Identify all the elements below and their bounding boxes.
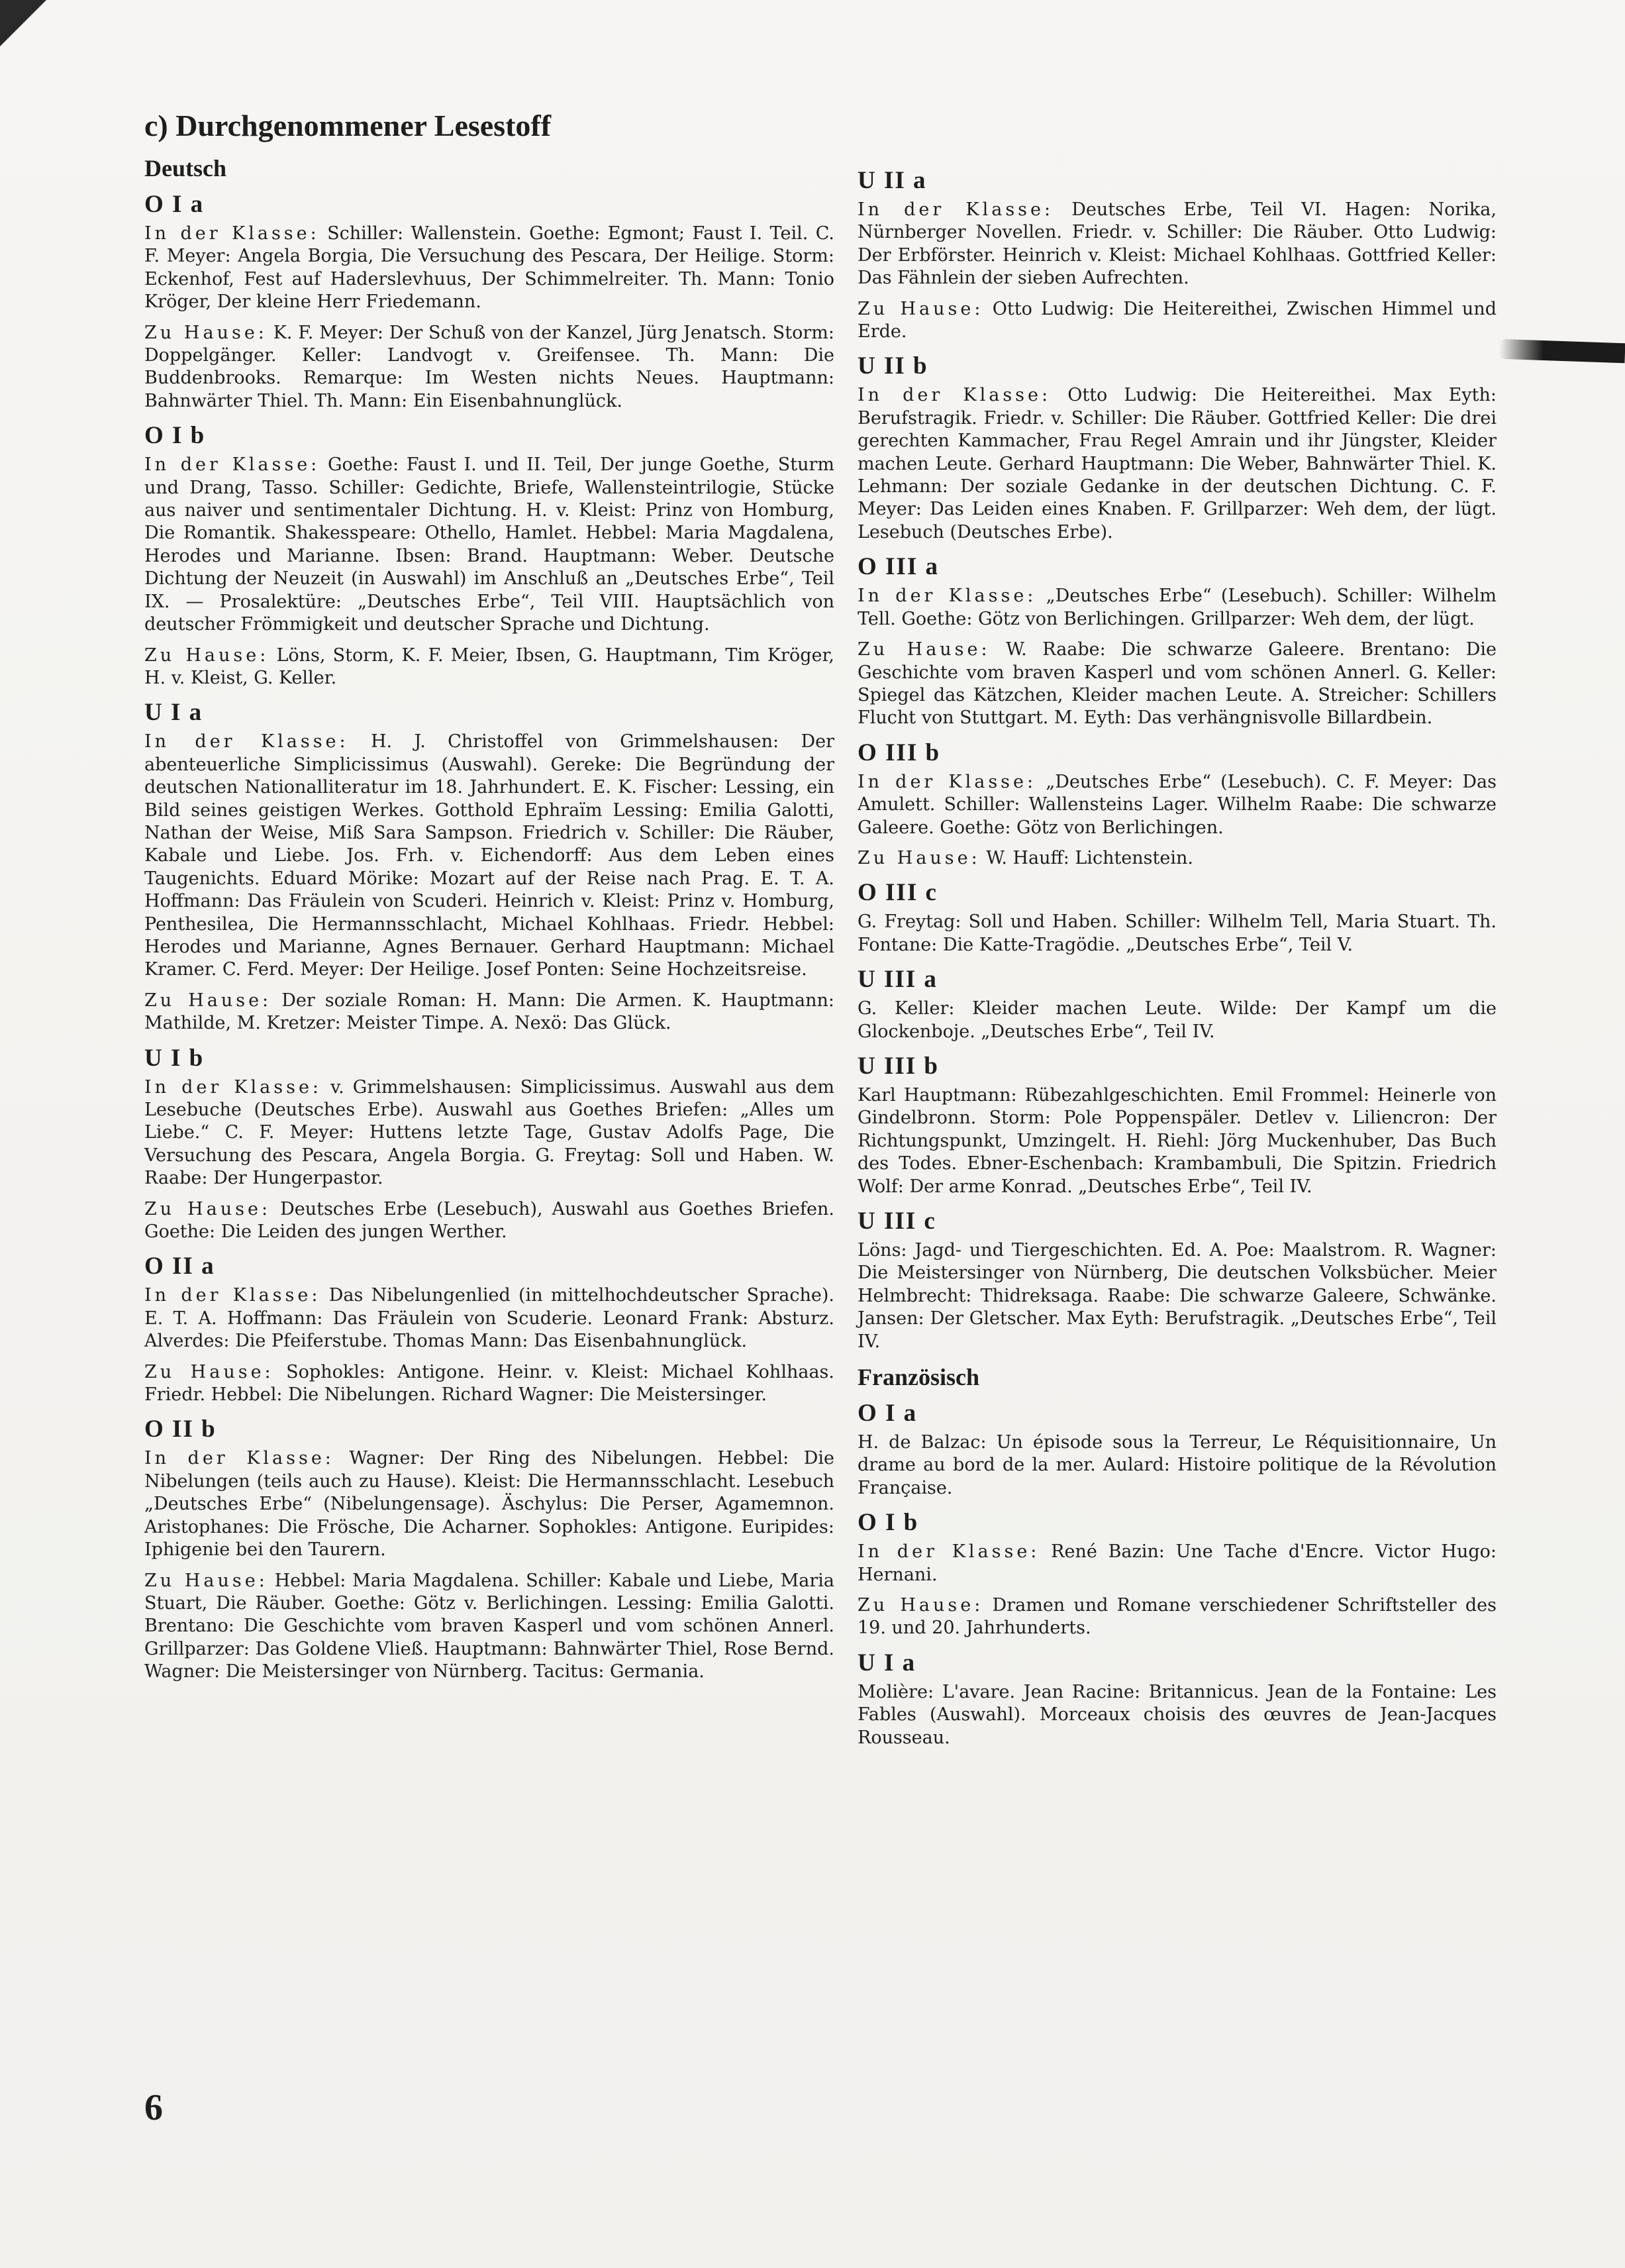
class-heading: O I a: [858, 1400, 918, 1427]
class-section: [144, 1414, 834, 1683]
reading-paragraph: [858, 1431, 1497, 1500]
reading-paragraph: [858, 1084, 1497, 1198]
reading-paragraph: [858, 585, 1497, 631]
reading-text: „Deutsches Erbe“ (Lesebuch). Schiller: Wilhelm Tell. Goethe: Götz von Berlichingen. Grillparzer: Weh dem, der lügt.: [858, 586, 1497, 629]
reading-paragraph: [144, 1361, 834, 1407]
class-heading: U II b: [858, 352, 928, 380]
reading-text: René Bazin: Une Tache d'Encre. Victor Hugo: Hernani.: [858, 1541, 1497, 1585]
location-label: Zu Hause:: [144, 1570, 268, 1591]
class-section: [858, 738, 1497, 870]
right-sections: [858, 166, 1497, 1353]
location-label: Zu Hause:: [144, 644, 270, 666]
location-label: In der Klasse:: [858, 586, 1037, 607]
class-section: [144, 189, 834, 413]
location-label: Zu Hause:: [144, 1361, 274, 1382]
class-heading: U II a: [858, 167, 927, 194]
reading-paragraph: [144, 644, 834, 690]
location-label: In der Klasse:: [144, 223, 320, 244]
reading-text: Löns, Storm, K. F. Meier, Ibsen, G. Hauptmann, Tim Kröger, H. v. Kleist, G. Keller.: [144, 644, 834, 688]
reading-text: Otto Ludwig: Die Heitereithei, Zwischen Himmel und Erde.: [858, 298, 1497, 342]
class-heading: O II b: [144, 1416, 217, 1443]
reading-paragraph: [858, 1681, 1497, 1749]
class-heading: O I b: [858, 1509, 919, 1537]
class-heading: U III b: [858, 1052, 939, 1080]
right-sections-french: [858, 1398, 1497, 1749]
location-label: In der Klasse:: [144, 731, 349, 752]
location-label: In der Klasse:: [858, 771, 1037, 792]
reading-paragraph: [144, 1447, 834, 1561]
class-heading: O I a: [144, 191, 205, 218]
class-heading: U I a: [858, 1649, 916, 1676]
class-section: [858, 878, 1497, 956]
reading-text: Schiller: Wallenstein. Goethe: Egmont; Faust I. Teil. C. F. Meyer: Angela Borgia, Die Versuchung des Pescara, Der Heilige. Storm: Eckenhof, Fest auf Haderslevhuus, Der Schimmelreiter. Th. Mann: Tonio Kröger, Der kleine Herr Friedemann.: [144, 223, 834, 313]
reading-text: „Deutsches Erbe“ (Lesebuch). C. F. Meyer: Das Amulett. Schiller: Wallensteins Lager. Wilhelm Raabe: Die schwarze Galeere. Goethe: Götz von Berlichingen.: [858, 771, 1497, 838]
location-label: In der Klasse:: [144, 1448, 334, 1469]
folded-corner: [0, 0, 46, 46]
reading-paragraph: [144, 1570, 834, 1684]
reading-paragraph: [858, 771, 1497, 839]
class-section: [858, 166, 1497, 343]
reading-text: Sophokles: Antigone. Heinr. v. Kleist: Michael Kohlhaas. Friedr. Hebbel: Die Nibelungen. Richard Wagner: Die Meistersinger.: [144, 1361, 834, 1406]
class-heading: U III a: [858, 966, 938, 994]
paper-tear: [1499, 339, 1625, 364]
reading-paragraph: [858, 847, 1497, 870]
reading-text: W. Hauff: Lichtenstein.: [980, 847, 1193, 868]
reading-text: Molière: L'avare. Jean Racine: Britannicus. Jean de la Fontaine: Les Fables (Auswahl). Morceaux choisis des œuvres de Jean-Jacques Rousseau.: [858, 1681, 1497, 1748]
reading-paragraph: [858, 1594, 1497, 1640]
reading-paragraph: [144, 454, 834, 636]
class-heading: O I b: [144, 422, 206, 450]
subject-heading: Deutsch: [144, 155, 226, 181]
reading-paragraph: [858, 384, 1497, 544]
reading-paragraph: [144, 990, 834, 1035]
reading-text: Otto Ludwig: Die Heitereithei. Max Eyth: Berufstragik. Friedr. v. Schiller: Die Räuber. Gottfried Keller: Die drei gerechten Kammacher, Frau Regel Amrain und ihr Jüngster, Kleider machen Leute. Gerhard Hauptmann: Die Weber, Bahnwärter Thiel. K. Lehmann: Der soziale Gedanke in der deutschen Dichtung. C. F. Meyer: Das Leiden eines Knaben. F. Grillparzer: Weh dem, der lügt. Lesebuch (Deutsches Erbe).: [858, 385, 1497, 542]
left-column: [144, 154, 834, 1692]
reading-paragraph: [144, 731, 834, 981]
class-section: [858, 1206, 1497, 1353]
reading-text: Das Nibelungenlied (in mittelhochdeutscher Sprache). E. T. A. Hoffmann: Das Fräulein von Scuderie. Leonard Frank: Absturz. Alverdes: Die Pfeiferstube. Thomas Mann: Das Eisenbahnunglück.: [144, 1285, 834, 1352]
class-section: [858, 552, 1497, 729]
location-label: Zu Hause:: [144, 322, 268, 343]
reading-text: Goethe: Faust I. und II. Teil, Der junge Goethe, Sturm und Drang, Tasso. Schiller: Gedichte, Briefe, Wallensteintrilogie, Stücke aus naiver und sentimentaler Dichtung. H. v. Kleist: Prinz von Homburg, Die Romantik. Shakesspeare: Othello, Hamlet. Hebbel: Maria Magdalena, Herodes und Marianne. Ibsen: Brand. Hauptmann: Weber. Deutsche Dichtung der Neuzeit (in Auswahl) im Anschluß an „Deutsches Erbe“, Teil IX. — Prosalektüre: „Deutsches Erbe“, Teil VIII. Hauptsächlich von deutscher Frömmigkeit und deutscher Sprache und Dichtung.: [144, 454, 834, 635]
class-heading: O II a: [144, 1253, 215, 1280]
reading-text: H. J. Christoffel von Grimmelshausen: Der abenteuerliche Simplicissimus (Auswahl). Gereke: Die Begründung der deutschen Nationalliteratur im 18. Jahrhundert. E. K. Fischer: Lessing, ein Bild seines geistigen Werkes. Gotthold Ephraïm Lessing: Emilia Galotti, Nathan der Weise, Miß Sara Sampson. Friedrich v. Schiller: Die Räuber, Kabale und Liebe. Jos. Frh. v. Eichendorff: Aus dem Leben eines Taugenichts. Eduard Mörike: Mozart auf der Reise nach Prag. E. T. A. Hoffmann: Das Fräulein von Scuderi. Heinrich v. Kleist: Prinz v. Homburg, Penthesilea, Die Hermannsschlacht, Michael Kohlhaas. Friedr. Hebbel: Herodes und Marianne, Agnes Bernauer. Gerhard Hauptmann: Michael Kramer. C. Ferd. Meyer: Der Heilige. Josef Ponten: Seine Hochzeitsreise.: [144, 731, 834, 980]
reading-paragraph: [858, 1239, 1497, 1353]
class-section: [858, 1398, 1497, 1500]
reading-text: G. Keller: Kleider machen Leute. Wilde: Der Kampf um die Glockenboje. „Deutsches Erbe“, Teil IV.: [858, 998, 1497, 1042]
location-label: Zu Hause:: [858, 1595, 984, 1616]
reading-paragraph: [858, 639, 1497, 730]
page-title: c) Durchgenommener Lesestoff: [144, 109, 552, 142]
reading-text: Karl Hauptmann: Rübezahlgeschichten. Emil Frommel: Heinerle von Gindelbronn. Storm: Pole Poppenspäler. Detlev v. Liliencron: Der Richtungspunkt, Umzingelt. H. Riehl: Jörg Muckenhuber, Das Buch des Todes. Ebner-Eschenbach: Krambambuli, Die Spitzin. Friedrich Wolf: Der arme Konrad. „Deutsches Erbe“, Teil IV.: [858, 1084, 1497, 1197]
location-label: Zu Hause:: [144, 990, 272, 1011]
location-label: Zu Hause:: [858, 298, 984, 319]
reading-text: Wagner: Der Ring des Nibelungen. Hebbel: Die Nibelungen (teils auch zu Hause). Kleist: Die Hermannsschlacht. Lesebuch „Deutsches Erbe“ (Nibelungensage). Äschylus: Die Perser, Agamemnon. Aristophanes: Die Frösche, Die Acharner. Sophokles: Antigone. Euripides: Iphigenie bei den Taurern.: [144, 1448, 834, 1561]
location-label: Zu Hause:: [858, 639, 991, 660]
reading-paragraph: [144, 322, 834, 413]
class-section: [858, 1051, 1497, 1198]
class-heading: O III a: [858, 553, 939, 581]
reading-paragraph: [144, 1198, 834, 1244]
reading-text: Dramen und Romane verschiedener Schriftsteller des 19. und 20. Jahrhunderts.: [858, 1595, 1497, 1639]
class-section: [144, 697, 834, 1035]
subject-heading-french: Französisch: [858, 1364, 979, 1391]
location-label: In der Klasse:: [144, 1285, 321, 1306]
class-section: [144, 421, 834, 690]
reading-paragraph: [144, 1076, 834, 1190]
location-label: Zu Hause:: [144, 1198, 271, 1219]
class-heading: O III c: [858, 879, 938, 907]
location-label: In der Klasse:: [858, 199, 1054, 220]
class-heading: U III c: [858, 1208, 936, 1235]
reading-text: Löns: Jagd- und Tiergeschichten. Ed. A. Poe: Maalstrom. R. Wagner: Die Meistersinger von Nürnberg, Die deutschen Volksbücher. Meier Helmbrecht: Thidreksaga. Raabe: Die schwarze Galeere, Schwänke. Jansen: Der Gletscher. Max Eyth: Berufstragik. „Deutsches Erbe“, Teil IV.: [858, 1240, 1497, 1352]
class-heading: U I a: [144, 699, 203, 727]
reading-text: Der soziale Roman: H. Mann: Die Armen. K. Hauptmann: Mathilde, M. Kretzer: Meister Timpe. A. Nexö: Das Glück.: [144, 990, 834, 1034]
page-number: 6: [144, 2087, 163, 2128]
reading-text: H. de Balzac: Un épisode sous la Terreur, Le Réquisitionnaire, Un drame au bord de la mer. Aulard: Histoire politique de la Révolution Française.: [858, 1432, 1497, 1498]
class-section: [858, 1648, 1497, 1749]
location-label: In der Klasse:: [144, 454, 320, 476]
reading-paragraph: [858, 911, 1497, 956]
class-heading: O III b: [858, 739, 941, 766]
reading-paragraph: [144, 223, 834, 314]
reading-paragraph: [858, 1541, 1497, 1586]
reading-text: K. F. Meyer: Der Schuß von der Kanzel, Jürg Jenatsch. Storm: Doppelgänger. Keller: Landvogt v. Greifensee. Th. Mann: Die Buddenbrooks. Remarque: Im Westen nichts Neues. Hauptmann: Bahnwärter Thiel. Th. Mann: Ein Eisenbahnunglück.: [144, 322, 834, 411]
class-section: [144, 1251, 834, 1406]
reading-text: Deutsches Erbe (Lesebuch), Auswahl aus Goethes Briefen. Goethe: Die Leiden des jungen Werther.: [144, 1198, 834, 1243]
location-label: In der Klasse:: [858, 1541, 1040, 1563]
class-section: [144, 1043, 834, 1244]
reading-text: G. Freytag: Soll und Haben. Schiller: Wilhelm Tell, Maria Stuart. Th. Fontane: Die Katte-Tragödie. „Deutsches Erbe“, Teil V.: [858, 911, 1497, 955]
right-column: [858, 159, 1497, 1757]
location-label: Zu Hause:: [858, 847, 981, 868]
class-heading: U I b: [144, 1044, 205, 1072]
class-section: [858, 351, 1497, 544]
reading-paragraph: [858, 298, 1497, 344]
class-section: [858, 1508, 1497, 1640]
class-section: [858, 964, 1497, 1043]
reading-paragraph: [858, 998, 1497, 1043]
left-sections: [144, 189, 834, 1684]
reading-text: Hebbel: Maria Magdalena. Schiller: Kabale und Liebe, Maria Stuart, Die Räuber. Goethe: Götz v. Berlichingen. Lessing: Emilia Galotti. Brentano: Die Geschichte vom braven Kasperl und vom schönen Annerl. Grillparzer: Das Goldene Vließ. Hauptmann: Bahnwärter Thiel, Rose Bernd. Wagner: Die Meistersinger von Nürnberg. Tacitus: Germania.: [144, 1570, 834, 1682]
reading-text: v. Grimmelshausen: Simplicissimus. Auswahl aus dem Lesebuche (Deutsches Erbe). Auswahl aus Goethes Briefen: „Alles um Liebe.“ C. F. Meyer: Huttens letzte Tage, Gustav Adolfs Page, Die Versuchung des Pescara, Angela Borgia. G. Freytag: Soll und Haben. W. Raabe: Der Hungerpastor.: [144, 1076, 834, 1189]
reading-text: Deutsches Erbe, Teil VI. Hagen: Norika, Nürnberger Novellen. Friedr. v. Schiller: Die Räuber. Otto Ludwig: Der Erbförster. Heinrich v. Kleist: Michael Kohlhaas. Gottfried Keller: Das Fähnlein der sieben Aufrechten.: [858, 199, 1497, 289]
reading-paragraph: [144, 1284, 834, 1353]
location-label: In der Klasse:: [858, 385, 1052, 406]
reading-text: W. Raabe: Die schwarze Galeere. Brentano: Die Geschichte vom braven Kasperl und vom schönen Annerl. G. Keller: Spiegel das Kätzchen, Kleider machen Leute. A. Streicher: Schillers Flucht von Stuttgart. M. Eyth: Das verhängnisvolle Billardbein.: [858, 639, 1497, 729]
reading-paragraph: [858, 199, 1497, 290]
location-label: In der Klasse:: [144, 1076, 322, 1098]
